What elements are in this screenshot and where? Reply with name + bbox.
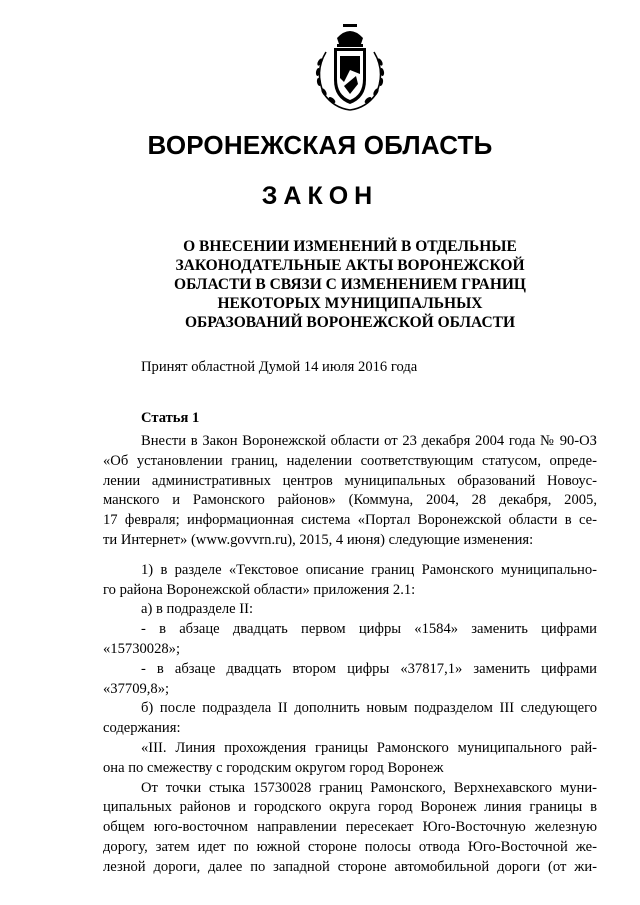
text-line: лении административных центров муниципальных образований Новоус-: [103, 472, 597, 489]
text-line: ти Интернет» (www.govvrn.ru), 2015, 4 июня) следующие изменения:: [103, 531, 534, 548]
text-line: б) после подраздела II дополнить новым подразделом III следующего: [141, 700, 597, 717]
law-title-line: НЕКОТОРЫХ МУНИЦИПАЛЬНЫХ: [217, 295, 483, 312]
text-line: - в абзаце двадцать первом цифры «1584» заменить цифрами: [141, 621, 597, 638]
law-title: [100, 237, 600, 332]
law-title-line: ОБЛАСТИ В СВЯЗИ С ИЗМЕНЕНИЕМ ГРАНИЦ: [174, 276, 526, 293]
text-line: манского и Рамонского районов» (Коммуна, 2004, 28 декабря, 2005,: [103, 492, 597, 509]
region-heading: ВОРОНЕЖСКАЯ ОБЛАСТЬ: [147, 130, 493, 160]
text-line: От точки стыка 15730028 границ Рамонского, Верхнехавского муни-: [141, 779, 597, 796]
text-line: го района Воронежской области» приложения 2.1:: [103, 581, 416, 598]
text-line: 17 февраля; информационная система «Портал Воронежской области в се-: [103, 512, 597, 529]
text-line: «Об установлении границ, наделении соответствующим статусом, опреде-: [103, 452, 597, 469]
text-line: она по смежеству с городским округом город Воронеж: [103, 759, 444, 776]
text-line: дорогу, затем идет по южной стороне полосы отвода Юго-Восточной же-: [103, 838, 597, 855]
text-line: 1) в разделе «Текстовое описание границ Рамонского муниципально-: [141, 561, 597, 578]
text-line: «37709,8»;: [103, 680, 170, 697]
article-heading: Статья 1: [141, 410, 200, 426]
text-line: а) в подразделе II:: [141, 601, 253, 618]
text-line: «III. Линия прохождения границы Рамонского муниципального рай-: [141, 739, 597, 756]
text-line: общем юго-восточном направлении пересекает Юго-Восточную железную: [103, 819, 597, 836]
text-line: Внести в Закон Воронежской области от 23 декабря 2004 года № 90-ОЗ: [141, 433, 597, 449]
law-title-line: О ВНЕСЕНИИ ИЗМЕНЕНИЙ В ОТДЕЛЬНЫЕ: [183, 238, 517, 255]
text-line: ципальных районов и городского округа город Воронеж линия границы в: [103, 799, 597, 816]
law-title-line: ОБРАЗОВАНИЙ ВОРОНЕЖСКОЙ ОБЛАСТИ: [184, 314, 516, 331]
text-line: - в абзаце двадцать втором цифры «37817,1» заменить цифрами: [141, 660, 597, 677]
article-text: [103, 432, 597, 878]
document-type-heading: ЗАКОН: [261, 182, 379, 210]
adoption-date: Принят областной Думой 14 июля 2016 года: [141, 359, 418, 375]
text-line: лезной дороги, далее по западной стороне автомобильной дороги (от жи-: [103, 858, 597, 875]
coat-of-arms-icon: [304, 22, 396, 114]
text-line: «15730028»;: [103, 640, 181, 657]
paragraph-gap: [103, 551, 597, 561]
text-line: содержания:: [103, 720, 181, 737]
law-title-line: ЗАКОНОДАТЕЛЬНЫЕ АКТЫ ВОРОНЕЖСКОЙ: [175, 257, 525, 274]
